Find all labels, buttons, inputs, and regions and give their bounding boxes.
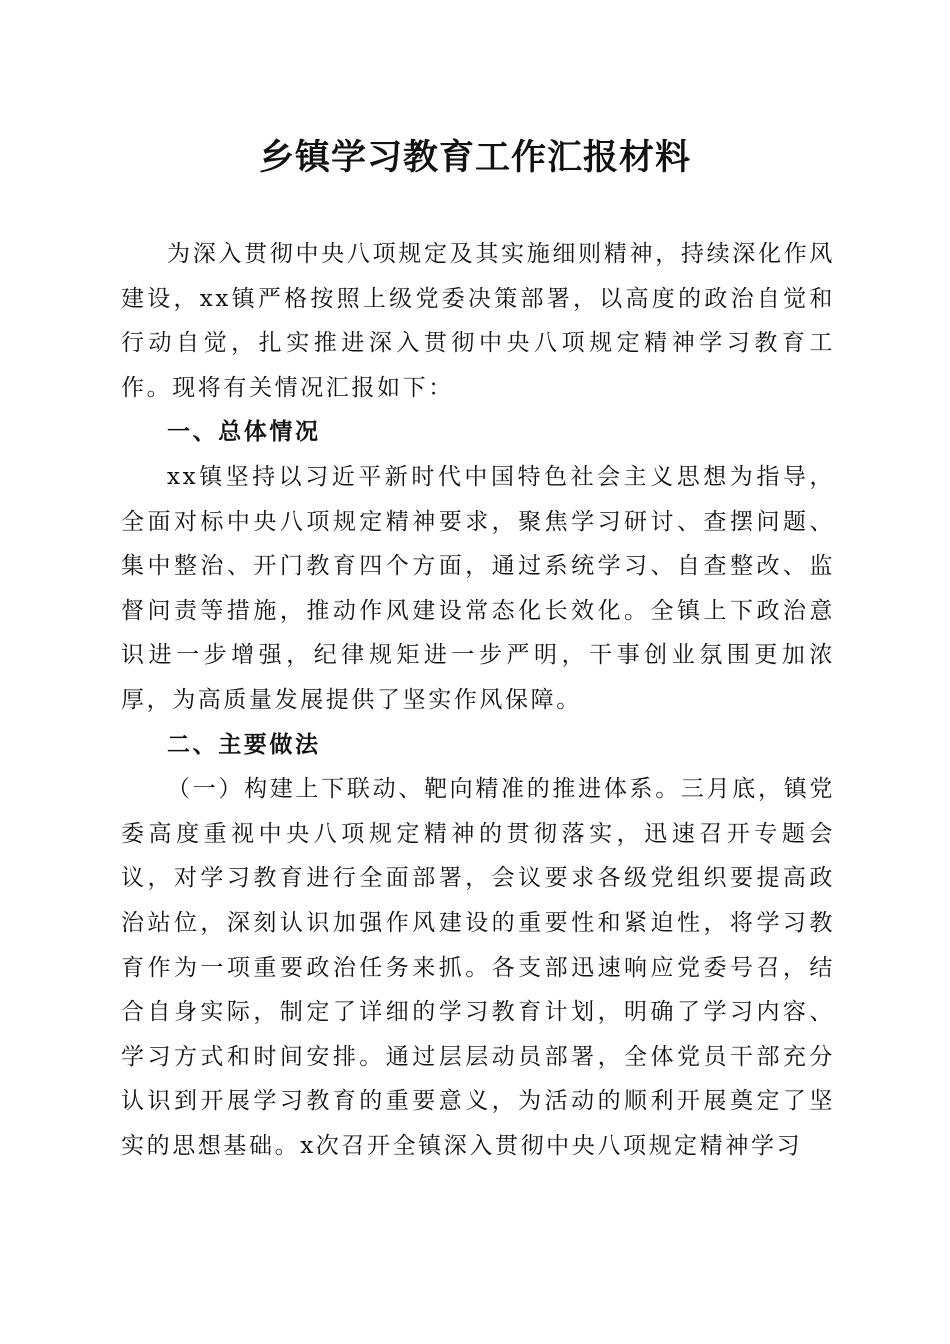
section-heading-main-practices: 二、主要做法 bbox=[167, 731, 321, 758]
document-body bbox=[121, 232, 835, 1168]
main-practices-paragraph: （一）构建上下联动、靶向精准的推进体系。三月底，镇党委高度重视中央八项规定精神的贯彻落实，迅速召开专题会议，对学习教育进行全面部署，会议要求各级党组织要提高政治站位，深刻认识加强作风建设的重要性和紧迫性，将学习教育作为一项重要政治任务来抓。各支部迅速响应党委号召，结合自身实际，制定了详细的学习教育计划，明确了学习内容、学习方式和时间安排。通过层层动员部署，全体党员干部充分认识到开展学习教育的重要意义，为活动的顺利开展奠定了坚实的思想基础。x次召开全镇深入贯彻中央八项规定精神学习 bbox=[121, 776, 835, 1159]
document-title: 乡镇学习教育工作汇报材料 bbox=[258, 138, 691, 178]
section-heading-overview: 一、总体情况 bbox=[167, 419, 321, 446]
intro-paragraph: 为深入贯彻中央八项规定及其实施细则精神，持续深化作风建设，xx镇严格按照上级党委决策部署，以高度的政治自觉和行动自觉，扎实推进深入贯彻中央八项规定精神学习教育工作。现将有关情况汇报如下： bbox=[121, 241, 835, 401]
overview-paragraph: xx镇坚持以习近平新时代中国特色社会主义思想为指导，全面对标中央八项规定精神要求，聚焦学习研讨、查摆问题、集中整治、开门教育四个方面，通过系统学习、自查整改、监督问责等措施，推动作风建设常态化长效化。全镇上下政治意识进一步增强，纪律规矩进一步严明，干事创业氛围更加浓厚，为高质量发展提供了坚实作风保障。 bbox=[121, 463, 835, 713]
